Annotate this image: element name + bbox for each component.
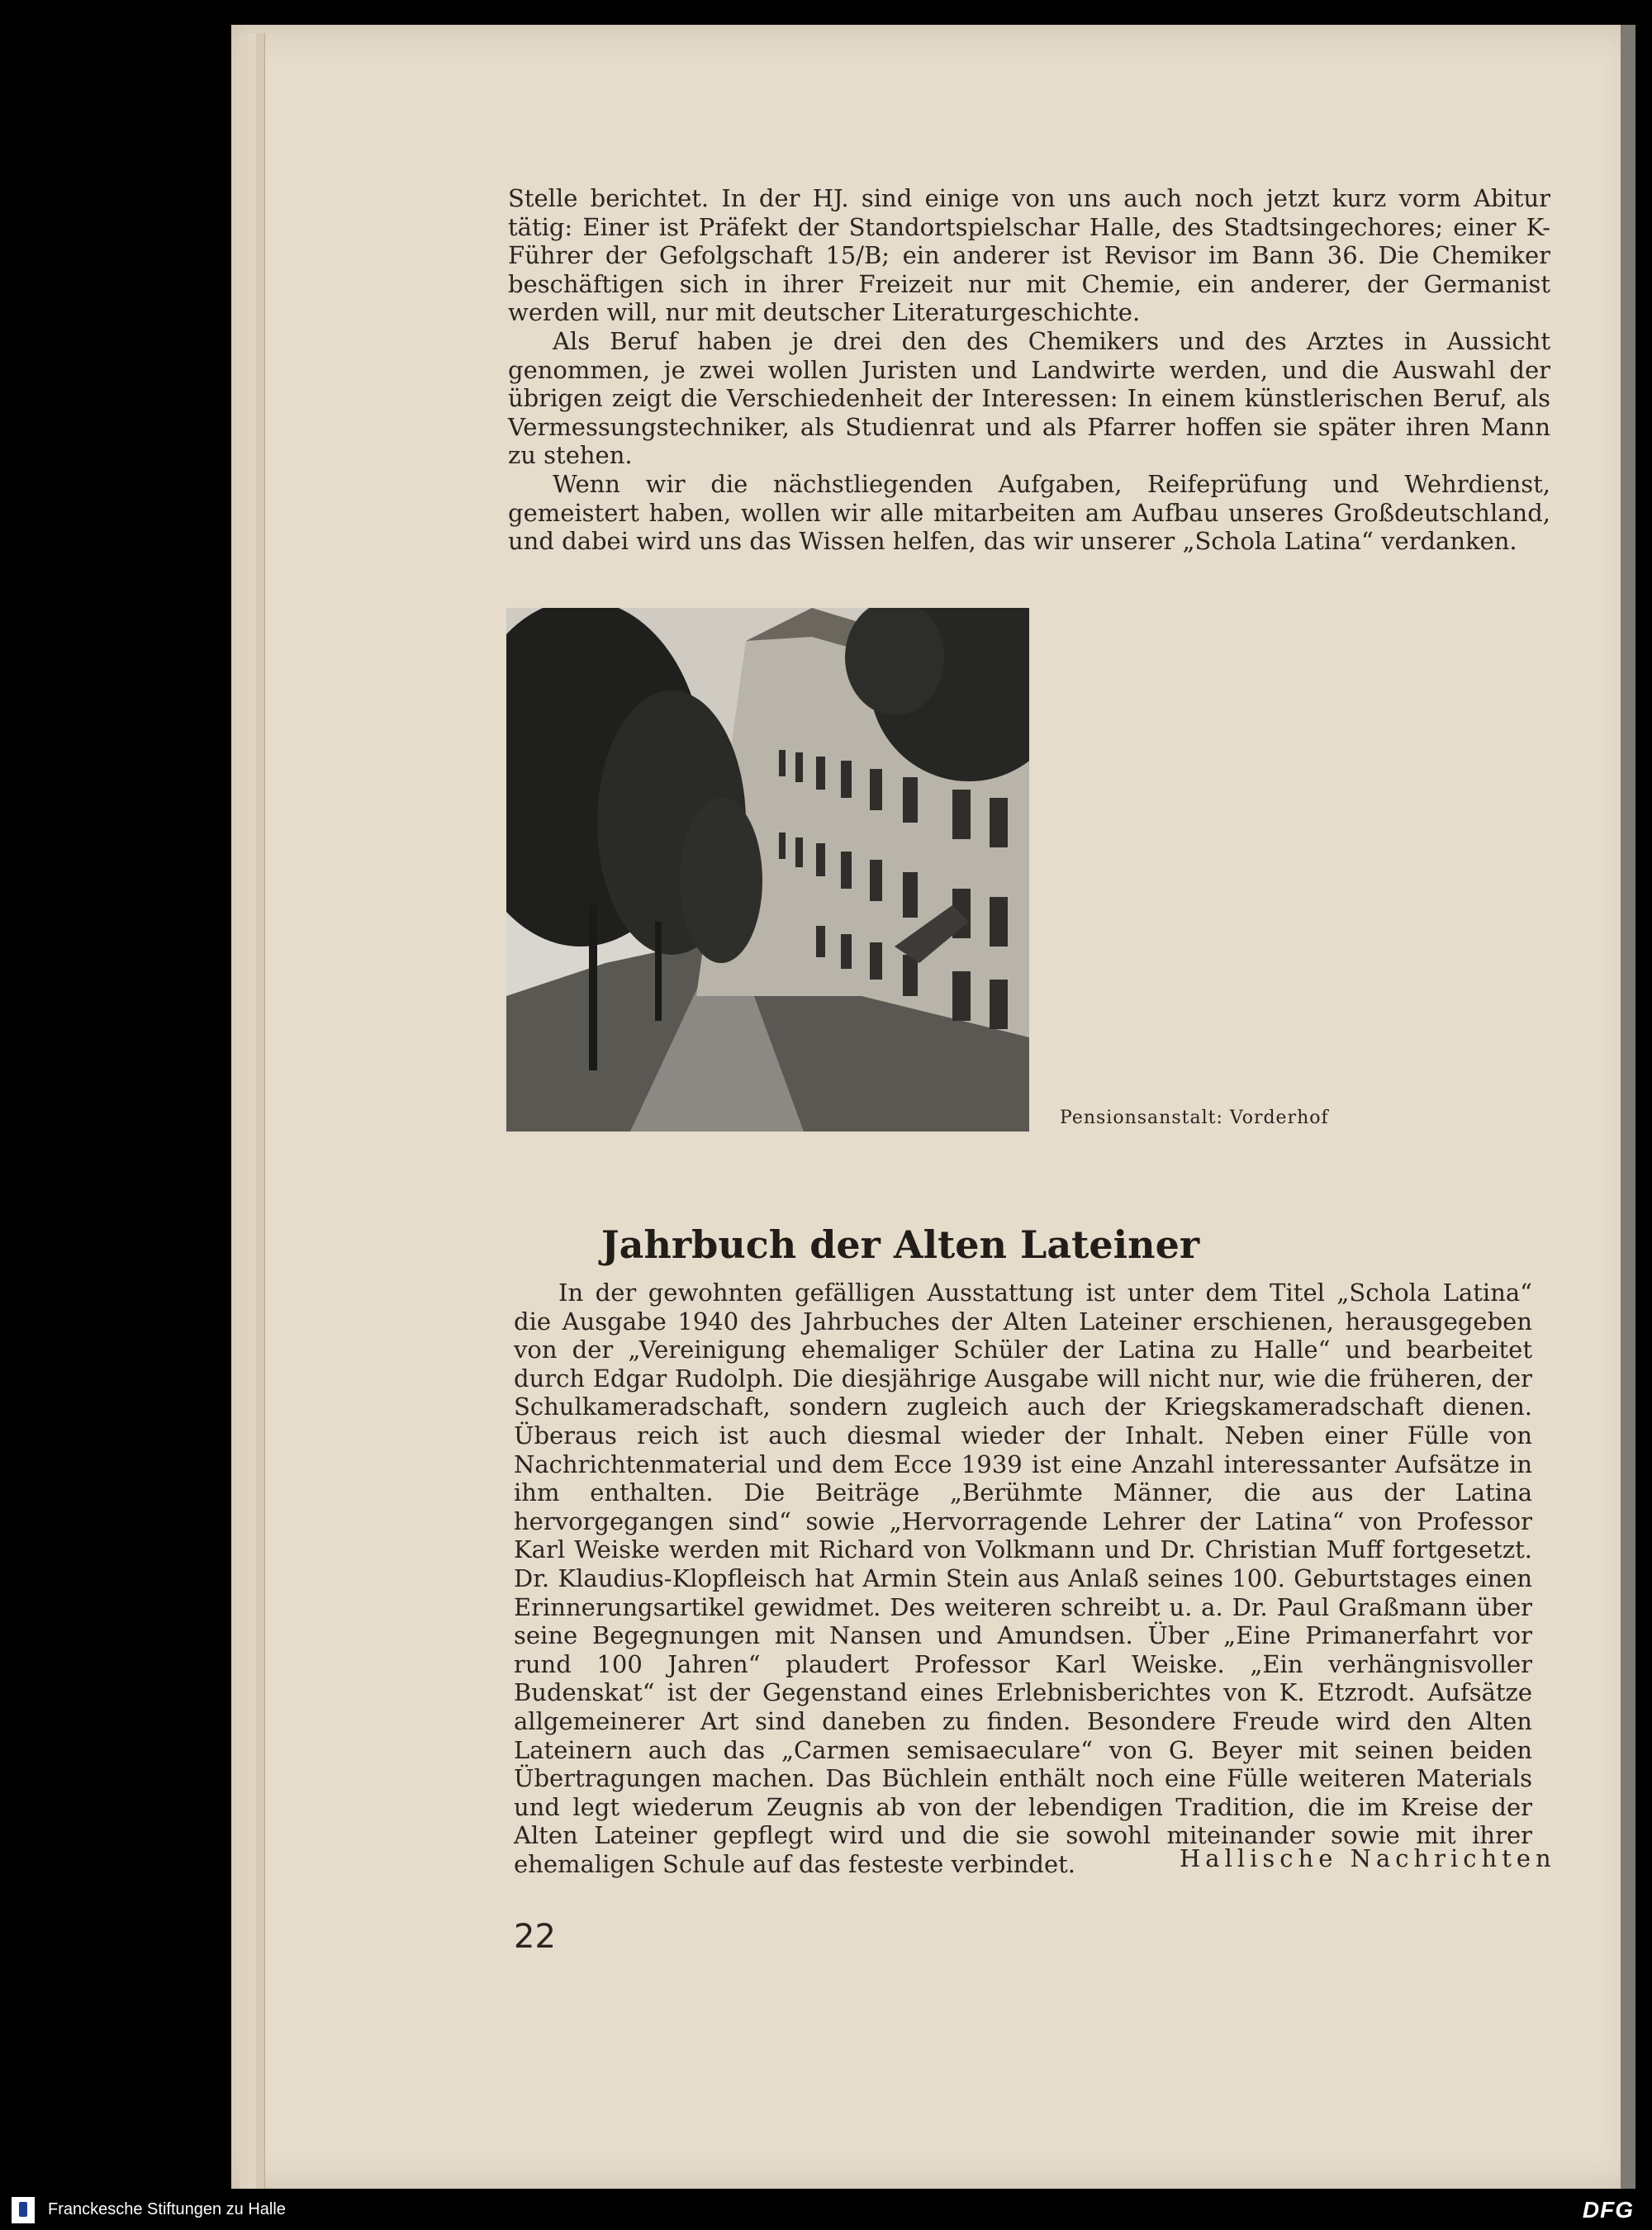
article-paragraph: In der gewohnten gefälligen Ausstattung ist unter dem Titel „Schola Latina“ die Ausgabe 1940 des Jahrbuches der Alten Lateiner erschienen, herausgegeben von der „Vereinigung ehemaliger Schüler der Latina zu Halle“ und bearbeitet durch Edgar Rudolph. Die diesjährige Ausgabe will nicht nur, wie die früheren, der Schulkameradschaft, sondern zugleich auch der Kriegskameradschaft dienen. Überaus reich ist auch diesmal wieder der Inhalt. Neben einer Fülle von Nachrichtenmaterial und dem Ecce 1939 ist eine Anzahl interessanter Aufsätze in ihm enthalten. Die Beiträge „Berühmte Männer, die aus der Latina hervorgegangen sind“ sowie „Hervorragende Lehrer der Latina“ von Professor Karl Weiske werden mit Richard von Volkmann und Dr. Christian Muff fortgesetzt. Dr. Klaudius-Klopfleisch hat Armin Stein aus Anlaß seines 100. Geburtstages einen Erinnerungsartikel gewidmet. Des weiteren schreibt u. a. Dr. Paul Graßmann über seine Begegnungen mit Nansen und Amundsen. Über „Eine Primanerfahrt vor rund 100 Jahren“ plaudert Professor Karl Weiske. „Ein verhängnisvoller Budenskat“ ist der Gegenstand eines Erlebnisberichtes von K. Etzrodt. Aufsätze allgemeinerer Art sind daneben zu finden. Besondere Freude wird den Alten Lateinern auch das „Carmen semisaeculare“ von G. Beyer mit seinen beiden Übertragungen machen. Das Büchlein enthält noch eine Fülle weiteren Materials und legt wiederum Zeugnis ab von der lebendigen Tradition, die im Kreise der Alten Lateiner gepflegt wird und die sie sowohl miteinander sowie mit ihrer ehemaligen Schule auf das festeste verbindet.: [514, 1279, 1532, 1878]
institution-logo-icon: [12, 2197, 35, 2223]
photo-caption: Pensionsanstalt: Vorderhof: [1060, 1108, 1329, 1128]
courtyard-photo: [506, 608, 1029, 1132]
paragraph-future: Wenn wir die nächstliegenden Aufgaben, Reifeprüfung und Wehrdienst, gemeistert haben, wollen wir alle mitarbeiten am Aufbau unseres Großdeutschland, und dabei wird uns das Wissen helfen, das wir unserer „Schola Latina“ verdanken.: [508, 469, 1550, 556]
page-number: 22: [514, 1918, 556, 1956]
report-continuation: [508, 184, 1550, 556]
article-source: Hallische Nachrichten: [1180, 1844, 1556, 1872]
institution-name: Franckesche Stiftungen zu Halle: [48, 2200, 286, 2218]
article-title-text: Jahrbuch der Alten Lateiner: [601, 1222, 1200, 1267]
page-edge: [256, 33, 265, 2189]
paragraph-careers: Als Beruf haben je drei den des Chemikers und des Arztes in Aussicht genommen, je zwei wollen Juristen und Landwirte werden, und die Auswahl der übrigen zeigt die Verschiedenheit der Interessen: In einem künstlerischen Beruf, als Vermessungstechniker, als Studienrat und als Pfarrer hoffen sie später ihren Mann zu stehen.: [508, 326, 1550, 470]
viewer-footer: [0, 2189, 1652, 2230]
courtyard-illustration: [506, 608, 1029, 1132]
paragraph-activities: Stelle berichtet. In der HJ. sind einige von uns auch noch jetzt kurz vorm Abitur tätig: Einer ist Präfekt der Standortspielschar Halle, des Stadtsingechores; einer K-Führer der Gefolgschaft 15/B; ein anderer ist Revisor im Bann 36. Die Chemiker beschäftigen sich in ihrer Freizeit nur mit Chemie, ein anderer, der Germanist werden will, nur mit deutscher Literaturgeschichte.: [508, 184, 1550, 327]
dfg-logo: DFG: [1582, 2197, 1634, 2223]
article-title: [0, 1222, 1652, 1267]
right-page-edge: [1621, 25, 1635, 2189]
article-body: [514, 1279, 1532, 1878]
